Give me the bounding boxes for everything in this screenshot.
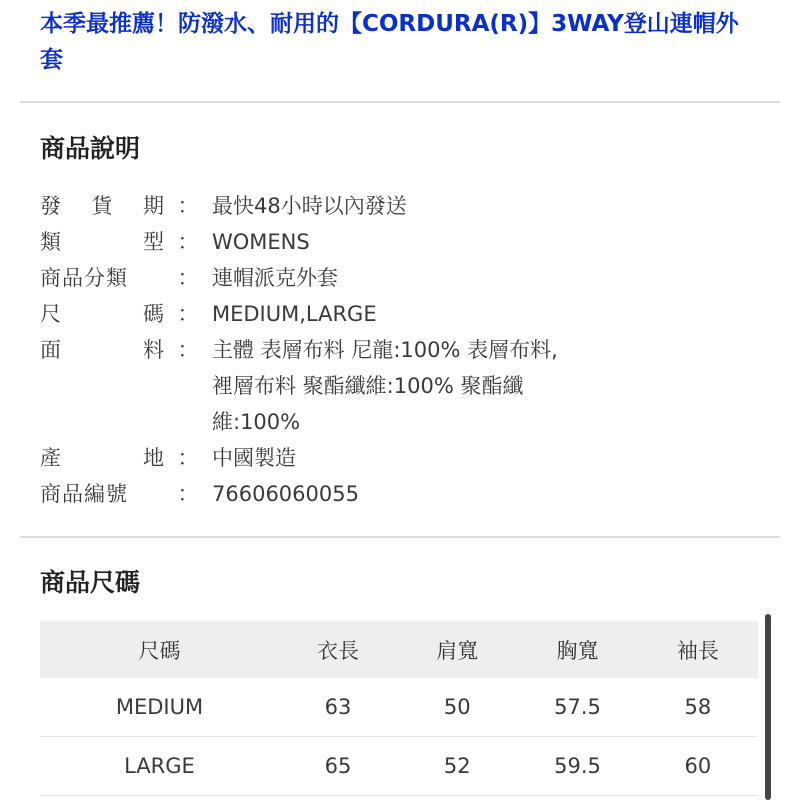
spec-colon: ： (177, 302, 199, 326)
divider (20, 101, 780, 103)
table-row (40, 678, 758, 737)
spec-row-shipping (40, 188, 640, 224)
description-heading: 商品說明 (40, 134, 141, 163)
label-char: 碼 (143, 302, 164, 326)
spec-colon: ： (177, 194, 199, 218)
column-header: 衣長 (279, 621, 397, 678)
table-cell: 58 (638, 678, 758, 737)
spec-row-category (40, 260, 640, 296)
label-char: 型 (143, 230, 164, 254)
label-char: 面 (40, 338, 61, 362)
spec-row-origin (40, 440, 640, 476)
size-chart-heading: 商品尺碼 (40, 568, 141, 597)
size-table (40, 621, 758, 796)
spec-colon: ： (177, 446, 199, 470)
spec-label: 商品編號 (40, 482, 128, 506)
label-char: 地 (143, 446, 164, 470)
spec-list (40, 188, 640, 512)
spec-colon: ： (177, 230, 199, 254)
label-char: 料 (143, 338, 164, 362)
spec-row-material (40, 332, 640, 440)
spec-label (40, 332, 164, 368)
table-cell: 52 (397, 737, 517, 796)
column-header: 袖長 (638, 621, 758, 678)
spec-value: WOMENS (212, 230, 310, 254)
column-header: 胸寬 (517, 621, 638, 678)
spec-label (40, 296, 164, 332)
label-char: 期 (143, 194, 164, 218)
spec-value: 連帽派克外套 (212, 266, 338, 290)
spec-label (40, 224, 164, 260)
table-header-row (40, 621, 758, 678)
spec-colon: ： (177, 482, 199, 506)
divider (20, 536, 780, 538)
table-cell: 57.5 (517, 678, 638, 737)
label-char: 尺 (40, 302, 61, 326)
label-char: 類 (40, 230, 61, 254)
table-cell: 50 (397, 678, 517, 737)
label-char: 發 (40, 194, 61, 218)
spec-row-type (40, 224, 640, 260)
table-row (40, 737, 758, 796)
table-cell: 63 (279, 678, 397, 737)
table-cell: 59.5 (517, 737, 638, 796)
table-cell: MEDIUM (40, 678, 279, 737)
spec-value: 最快48小時以內發送 (212, 194, 407, 218)
spec-row-size (40, 296, 640, 332)
label-char: 貨 (91, 194, 113, 218)
spec-colon: ： (177, 338, 199, 362)
label-char: 產 (40, 446, 61, 470)
spec-label: 商品分類 (40, 266, 128, 290)
product-title: 本季最推薦！防潑水、耐用的【CORDURA(R)】3WAY登山連帽外套 (40, 11, 739, 73)
spec-colon: ： (177, 266, 199, 290)
spec-label (40, 188, 164, 224)
spec-row-product-id (40, 476, 640, 512)
table-cell: 60 (638, 737, 758, 796)
spec-value: 76606060055 (212, 482, 359, 506)
spec-value: 主體 表層布料 尼龍:100% 表層布料,裡層布料 聚酯纖維:100% 聚酯纖維:100% (212, 338, 558, 434)
table-cell: 65 (279, 737, 397, 796)
column-header: 尺碼 (40, 621, 279, 678)
table-cell: LARGE (40, 737, 279, 796)
scrollbar[interactable] (765, 614, 771, 800)
spec-value: MEDIUM,LARGE (212, 302, 377, 326)
spec-value: 中國製造 (212, 446, 296, 470)
spec-label (40, 440, 164, 476)
column-header: 肩寬 (397, 621, 517, 678)
